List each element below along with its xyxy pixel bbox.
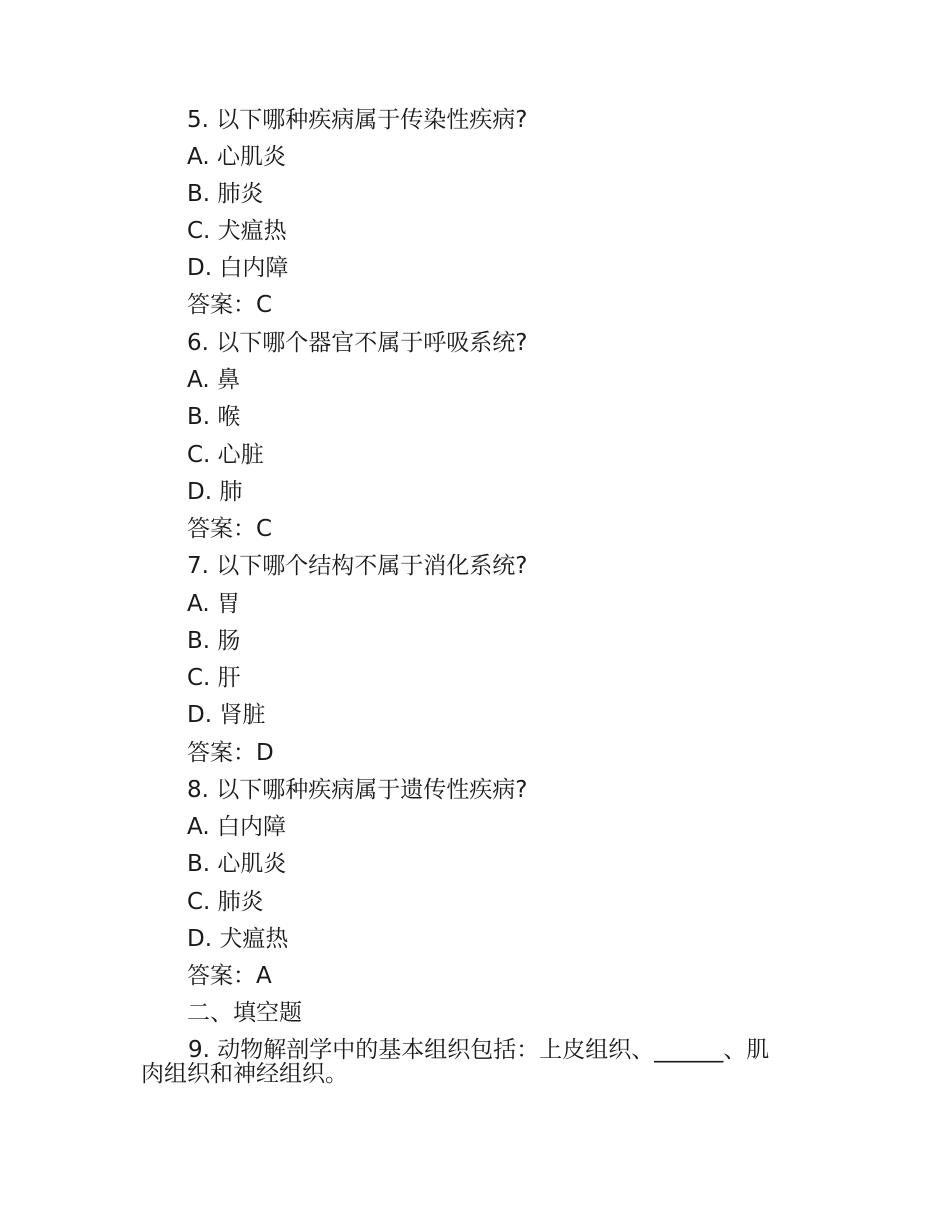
question-7-stem: 7. 以下哪个结构不属于消化系统? <box>187 553 528 579</box>
question-9-line-1: 9. 动物解剖学中的基本组织包括：上皮组织、______、肌 <box>188 1037 770 1063</box>
question-9-paragraph <box>141 1038 811 1086</box>
question-5-option-a: A. 心肌炎 <box>187 144 286 170</box>
question-5-option-b: B. 肺炎 <box>187 181 264 207</box>
question-7-answer: 答案：D <box>187 740 274 766</box>
question-7-option-d: D. 肾脏 <box>187 702 266 728</box>
question-6-option-d: D. 肺 <box>187 479 243 505</box>
question-7-option-a: A. 胃 <box>187 591 240 617</box>
question-6-stem: 6. 以下哪个器官不属于呼吸系统? <box>187 330 528 356</box>
question-6-answer: 答案：C <box>187 516 273 542</box>
question-6-option-c: C. 心脏 <box>187 442 264 468</box>
question-8-option-c: C. 肺炎 <box>187 889 264 915</box>
question-5-option-c: C. 犬瘟热 <box>187 218 287 244</box>
question-7-option-b: B. 肠 <box>187 628 241 654</box>
question-9-line-2: 肉组织和神经组织。 <box>141 1061 348 1087</box>
question-6-option-b: B. 喉 <box>187 404 241 430</box>
question-7-option-c: C. 肝 <box>187 665 241 691</box>
question-5-stem: 5. 以下哪种疾病属于传染性疾病? <box>187 107 528 133</box>
question-5-option-d: D. 白内障 <box>187 255 289 281</box>
question-8-stem: 8. 以下哪种疾病属于遗传性疾病? <box>187 777 528 803</box>
question-8-option-b: B. 心肌炎 <box>187 851 287 877</box>
section-heading-fill-in: 二、填空题 <box>187 1000 302 1026</box>
question-8-option-d: D. 犬瘟热 <box>187 926 289 952</box>
question-6-option-a: A. 鼻 <box>187 367 240 393</box>
question-8-answer: 答案：A <box>187 963 272 989</box>
question-8-option-a: A. 白内障 <box>187 814 286 840</box>
question-5-answer: 答案：C <box>187 292 273 318</box>
